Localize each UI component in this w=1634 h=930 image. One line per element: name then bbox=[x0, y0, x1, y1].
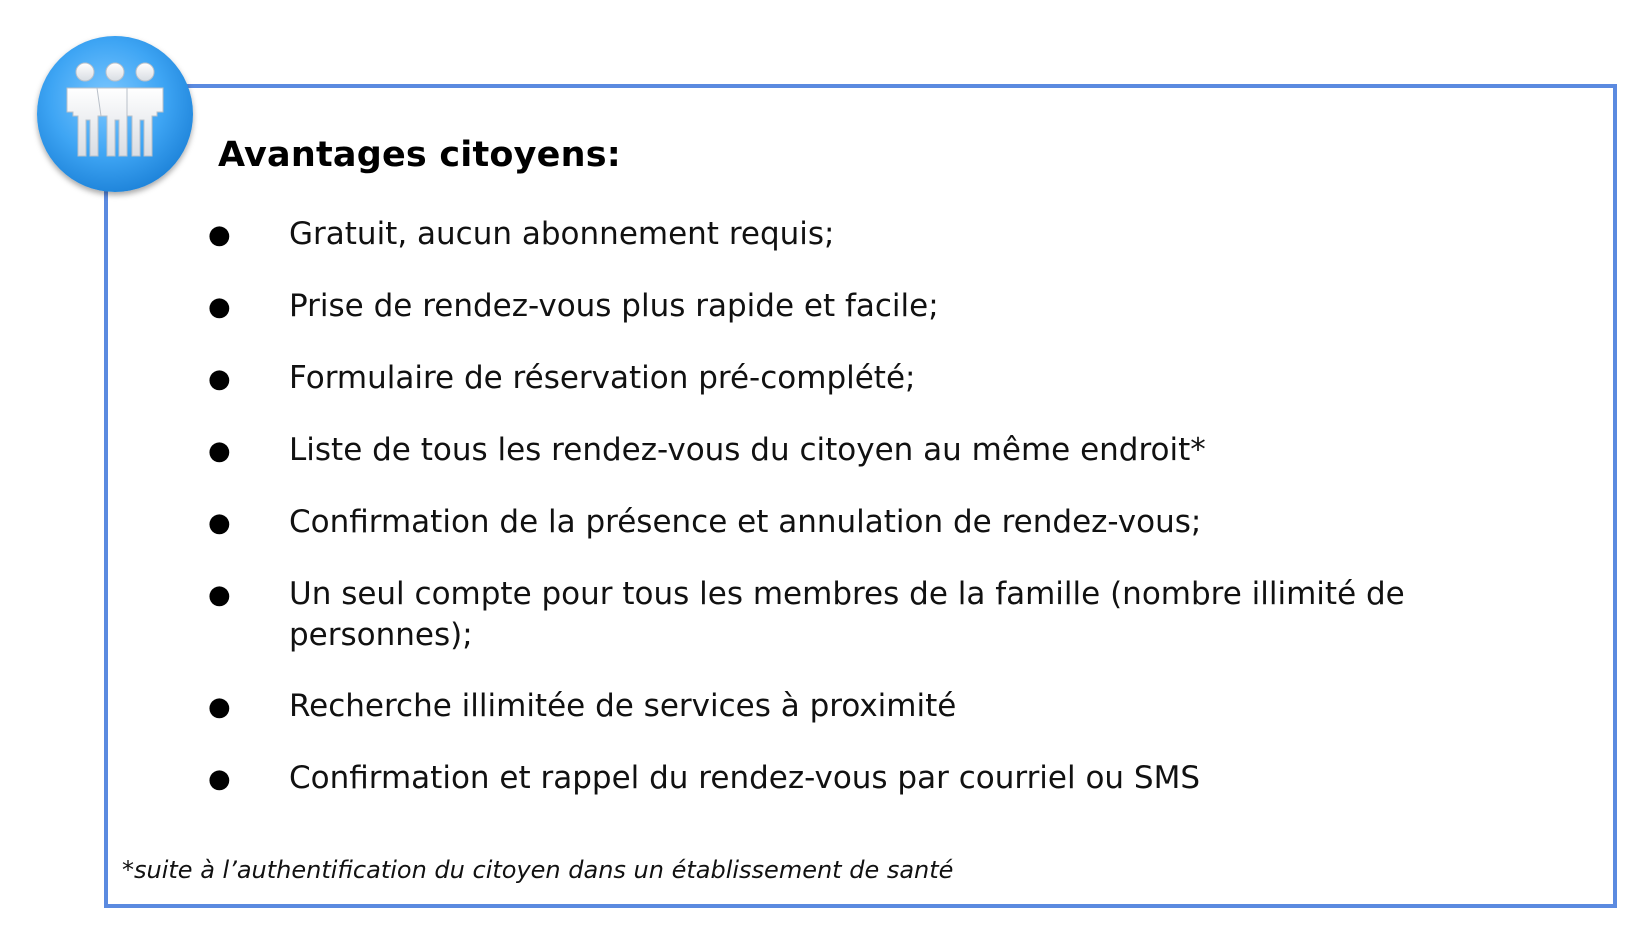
bullet-icon: ● bbox=[208, 292, 231, 322]
list-item-text: Prise de rendez-vous plus rapide et facile; bbox=[289, 288, 939, 324]
bullet-icon: ● bbox=[208, 364, 231, 394]
people-group-badge bbox=[37, 36, 193, 192]
list-item-text: Gratuit, aucun abonnement requis; bbox=[289, 216, 835, 252]
bullet-icon: ● bbox=[208, 692, 231, 722]
list-item-text: Confirmation de la présence et annulation de rendez-vous; bbox=[289, 504, 1202, 540]
list-item-text: Recherche illimitée de services à proximité bbox=[289, 688, 957, 724]
list-item-text: Formulaire de réservation pré-complété; bbox=[289, 360, 916, 396]
list-item-text: Un seul compte pour tous les membres de la famille (nombre illimité de personnes); bbox=[289, 576, 1405, 653]
page-title: Avantages citoyens: bbox=[218, 135, 621, 175]
bullet-icon: ● bbox=[208, 220, 231, 250]
people-group-icon bbox=[37, 36, 193, 192]
list-item-text: Liste de tous les rendez-vous du citoyen au même endroit* bbox=[289, 432, 1206, 468]
list-item-text: Confirmation et rappel du rendez-vous par courriel ou SMS bbox=[289, 760, 1201, 796]
bullet-icon: ● bbox=[208, 508, 231, 538]
bullet-icon: ● bbox=[208, 764, 231, 794]
footnote: *suite à l’authentification du citoyen dans un établissement de santé bbox=[122, 856, 954, 884]
bullet-icon: ● bbox=[208, 436, 231, 466]
bullet-icon: ● bbox=[208, 580, 231, 610]
